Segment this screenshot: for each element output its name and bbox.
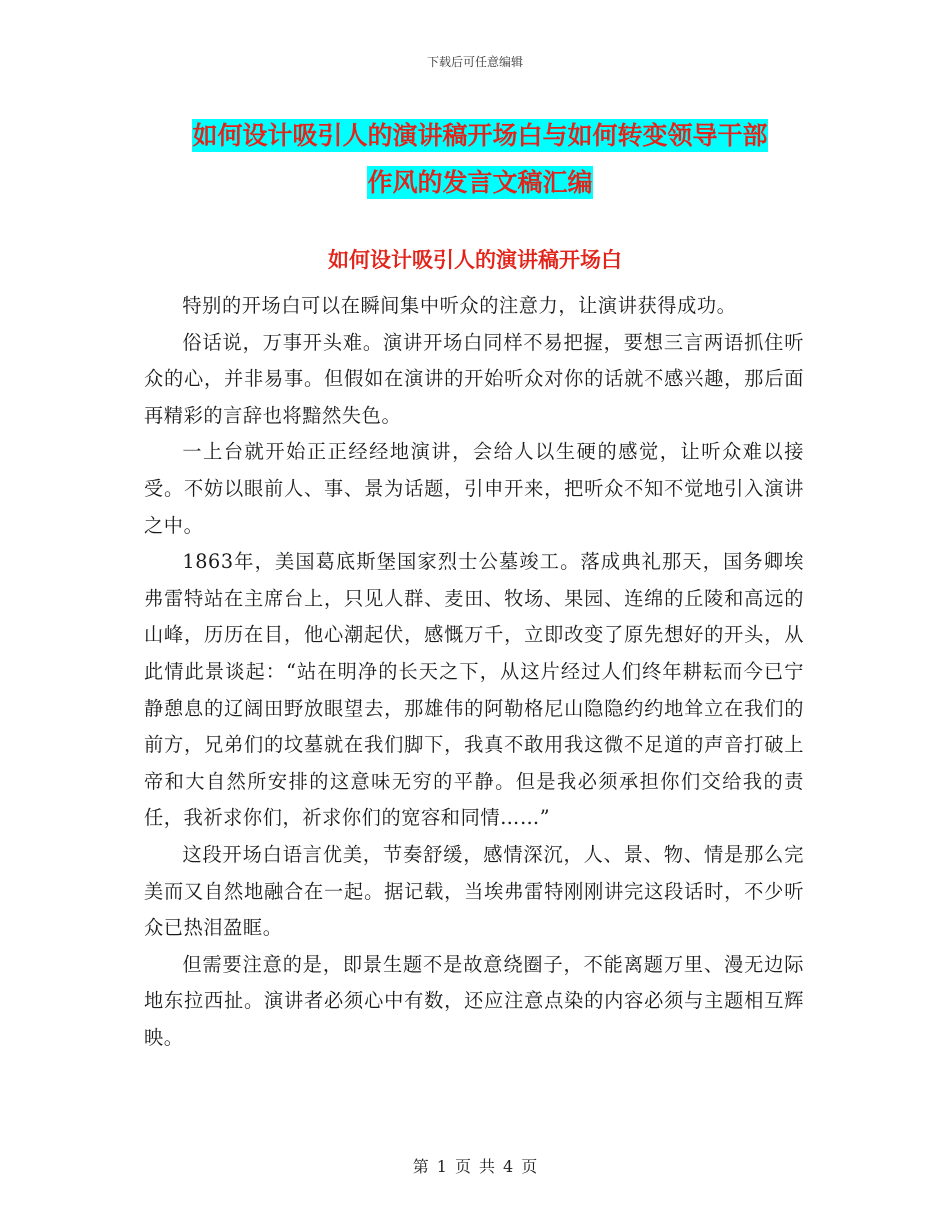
paragraph: 这段开场白语言优美，节奏舒缓，感情深沉，人、景、物、情是那么完美而又自然地融合在一起。据记载，当埃弗雷特刚刚讲完这段话时，不少听众已热泪盈眶。 xyxy=(144,842,804,940)
header-note: 下载后可任意编辑 xyxy=(426,55,523,69)
body-text xyxy=(144,288,804,1056)
paragraph: 但需要注意的是，即景生题不是故意绕圈子，不能离题万里、漫无边际地东拉西扯。演讲者必须心中有数，还应注意点染的内容必须与主题相互辉映。 xyxy=(144,952,804,1049)
document-title xyxy=(140,112,820,206)
paragraph: 一上台就开始正正经经地演讲，会给人以生硬的感觉，让听众难以接受。不妨以眼前人、事、景为话题，引申开来，把听众不知不觉地引入演讲之中。 xyxy=(144,440,804,537)
footer-total-pages: 4 xyxy=(503,1157,514,1176)
footer-page-number: 1 xyxy=(436,1157,447,1176)
footer-prefix: 第 xyxy=(412,1157,429,1176)
footer-page-unit: 页 xyxy=(454,1157,471,1176)
paragraph: 1863年，美国葛底斯堡国家烈士公墓竣工。落成典礼那天，国务卿埃弗雷特站在主席台上，只见人群、麦田、牧场、果园、连绵的丘陵和高远的山峰，历历在目，他心潮起伏，感慨万千，立即改变了原先想好的开头，从此情此景谈起：“站在明净的长天之下，从这片经过人们终年耕耘而今已宁静憩息的辽阔田野放眼望去，那雄伟的阿勒格尼山隐隐约约地耸立在我们的前方，兄弟们的坟墓就在我们脚下，我真不敢用我这微不足道的声音打破上帝和大自然所安排的这意味无穷的平静。但是我必须承担你们交给我的责任，我祈求你们，祈求你们的宽容和同情……” xyxy=(144,550,804,830)
document-title-line-2: 作风的发言文稿汇编 xyxy=(367,168,593,197)
footer-total-unit: 页 xyxy=(521,1157,538,1176)
section-title: 如何设计吸引人的演讲稿开场白 xyxy=(328,247,622,272)
paragraph: 特别的开场白可以在瞬间集中听众的注意力，让演讲获得成功。 xyxy=(182,294,737,317)
page-footer xyxy=(0,1154,950,1177)
footer-total-prefix: 共 xyxy=(479,1157,496,1176)
paragraph: 俗话说，万事开头难。演讲开场白同样不易把握，要想三言两语抓住听众的心，并非易事。但假如在演讲的开始听众对你的话就不感兴趣，那后面再精彩的言辞也将黯然失色。 xyxy=(144,330,804,427)
document-title-line-1: 如何设计吸引人的演讲稿开场白与如何转变领导干部 xyxy=(192,121,768,150)
